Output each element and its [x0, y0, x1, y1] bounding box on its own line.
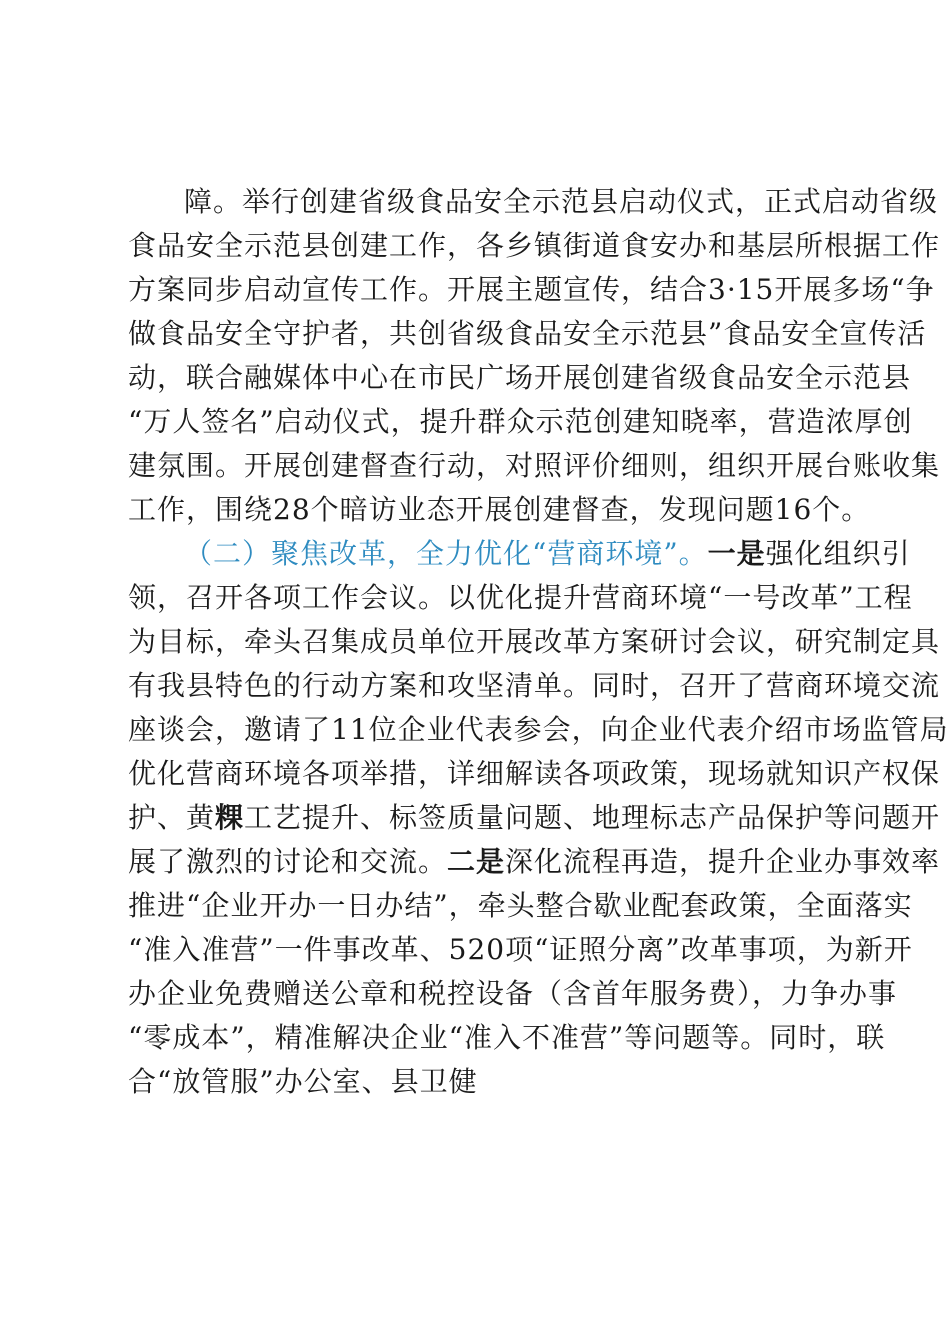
paragraph-line	[128, 796, 941, 840]
paragraph-text: 工艺提升、标签质量问题、地理标志产品保护等问题开	[244, 801, 941, 834]
paragraph-line: 有我县特色的行动方案和攻坚清单。同时，召开了营商环境交流	[128, 669, 941, 702]
section-heading-line	[184, 532, 911, 576]
paragraph-line: 办企业免费赠送公章和税控设备（含首年服务费），力争办事	[128, 977, 898, 1010]
paragraph-text: 护、黄	[128, 801, 216, 834]
paragraph-line: 推进“企业开办一日办结”，牵头整合歇业配套政策，全面落实	[128, 889, 913, 922]
paragraph-line: 障。举行创建省级食品安全示范县启动仪式，正式启动省级	[184, 185, 939, 218]
first-point-label: 一是	[707, 537, 766, 570]
paragraph-line: 合“放管服”办公室、县卫健	[128, 1065, 478, 1098]
bold-character: 粿	[215, 801, 245, 834]
paragraph-line: 领，召开各项工作会议。以优化提升营商环境“一号改革”工程	[128, 581, 913, 614]
paragraph-line: 座谈会，邀请了11位企业代表参会，向企业代表介绍市场监管局	[128, 713, 949, 746]
paragraph-line: 动，联合融媒体中心在市民广场开展创建省级食品安全示范县	[128, 361, 912, 394]
paragraph-line: 做食品安全守护者，共创省级食品安全示范县”食品安全宣传活	[128, 317, 927, 350]
paragraph-line: 建氛围。开展创建督查行动，对照评价细则，组织开展台账收集	[128, 449, 941, 482]
paragraph-line	[128, 840, 941, 884]
paragraph-text: 深化流程再造，提升企业办事效率	[505, 845, 941, 878]
paragraph-text: 展了激烈的讨论和交流。	[128, 845, 448, 878]
second-point-label: 二是	[447, 845, 506, 878]
section-heading: （二）聚焦改革，全力优化“营商环境”。	[184, 537, 708, 570]
paragraph-line: 工作，围绕28个暗访业态开展创建督查，发现问题16个。	[128, 493, 871, 526]
paragraph-text: 强化组织引	[765, 537, 911, 570]
paragraph-line: “零成本”，精准解决企业“准入不准营”等问题等。同时，联	[128, 1021, 886, 1054]
paragraph-line: 方案同步启动宣传工作。开展主题宣传，结合3·15开展多场“争	[128, 273, 935, 306]
paragraph-line: 优化营商环境各项举措，详细解读各项政策，现场就知识产权保	[128, 757, 941, 790]
paragraph-line: 为目标，牵头召集成员单位开展改革方案研讨会议，研究制定具	[128, 625, 941, 658]
paragraph-line: “准入准营”一件事改革、520项“证照分离”改革事项，为新开	[128, 933, 913, 966]
paragraph-line: 食品安全示范县创建工作，各乡镇街道食安办和基层所根据工作	[128, 229, 941, 262]
paragraph-line: “万人签名”启动仪式，提升群众示范创建知晓率，营造浓厚创	[128, 405, 913, 438]
